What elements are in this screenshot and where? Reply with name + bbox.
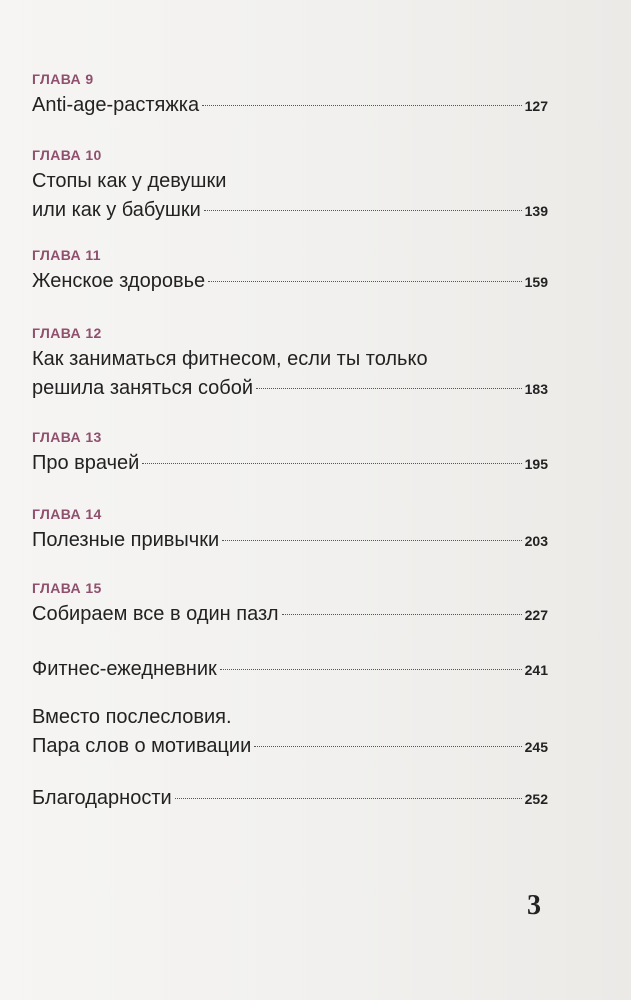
entry-page-number: 203 — [524, 533, 548, 549]
toc-entry-line — [32, 374, 548, 403]
toc-entry-chapter-14 — [32, 505, 548, 555]
dot-leader — [142, 463, 521, 464]
chapter-label: ГЛАВА 10 — [32, 147, 102, 163]
entry-title: Женское здоровье — [32, 270, 206, 292]
entry-title-line: Вместо послесловия. — [32, 706, 232, 728]
entry-page-number: 245 — [524, 739, 548, 755]
page-number: 3 — [527, 890, 541, 921]
dot-leader — [202, 105, 522, 106]
entry-title: Полезные привычки — [32, 529, 220, 551]
chapter-label: ГЛАВА 14 — [32, 506, 102, 522]
dot-leader — [220, 669, 522, 670]
toc-entry-acknowledgements — [32, 784, 548, 813]
entry-title: Пара слов о мотивации — [32, 735, 252, 757]
toc-entry-line — [32, 655, 548, 684]
entry-title: Фитнес-ежедневник — [32, 658, 217, 680]
toc-entry-line — [32, 732, 548, 761]
toc-entry-line — [32, 600, 548, 629]
dot-leader — [222, 540, 521, 541]
chapter-label: ГЛАВА 12 — [32, 325, 102, 341]
toc-entry-chapter-9 — [32, 70, 548, 120]
entry-title: Собираем все в один пазл — [32, 603, 279, 625]
chapter-label: ГЛАВА 15 — [32, 580, 102, 596]
entry-title-line: Стопы как у девушки — [32, 170, 227, 192]
entry-page-number: 159 — [524, 274, 548, 290]
toc-entry-line — [32, 449, 548, 478]
chapter-label: ГЛАВА 9 — [32, 71, 94, 87]
entry-title: Anti-age-растяжка — [32, 94, 200, 116]
chapter-label: ГЛАВА 11 — [32, 247, 101, 263]
entry-title-line: Как заниматься фитнесом, если ты только — [32, 348, 428, 370]
entry-title: Благодарности — [32, 787, 172, 809]
entry-page-number: 183 — [524, 381, 548, 397]
toc-entry-afterword — [32, 703, 548, 761]
dot-leader — [254, 746, 521, 747]
toc-entry-line — [32, 784, 548, 813]
chapter-label: ГЛАВА 13 — [32, 429, 102, 445]
toc-entry-chapter-13 — [32, 428, 548, 478]
toc-entry-fitness-diary — [32, 655, 548, 684]
toc-entry-chapter-11 — [32, 246, 548, 296]
entry-page-number: 241 — [524, 662, 548, 678]
dot-leader — [282, 614, 522, 615]
entry-title: решила заняться собой — [32, 377, 254, 399]
dot-leader — [204, 210, 522, 211]
toc-entry-chapter-12 — [32, 324, 548, 403]
toc-entry-line — [32, 526, 548, 555]
entry-page-number: 227 — [524, 607, 548, 623]
toc-entry-line — [32, 196, 548, 225]
toc-entry-chapter-15 — [32, 579, 548, 629]
toc-entry-line — [32, 91, 548, 120]
dot-leader — [175, 798, 522, 799]
toc-entry-chapter-10 — [32, 146, 548, 225]
toc-entry-line — [32, 267, 548, 296]
entry-page-number: 252 — [524, 791, 548, 807]
entry-title: Про врачей — [32, 452, 140, 474]
dot-leader — [256, 388, 522, 389]
entry-title: или как у бабушки — [32, 199, 201, 221]
entry-page-number: 195 — [524, 456, 548, 472]
entry-page-number: 139 — [524, 203, 548, 219]
entry-page-number: 127 — [524, 98, 548, 114]
dot-leader — [208, 281, 522, 282]
